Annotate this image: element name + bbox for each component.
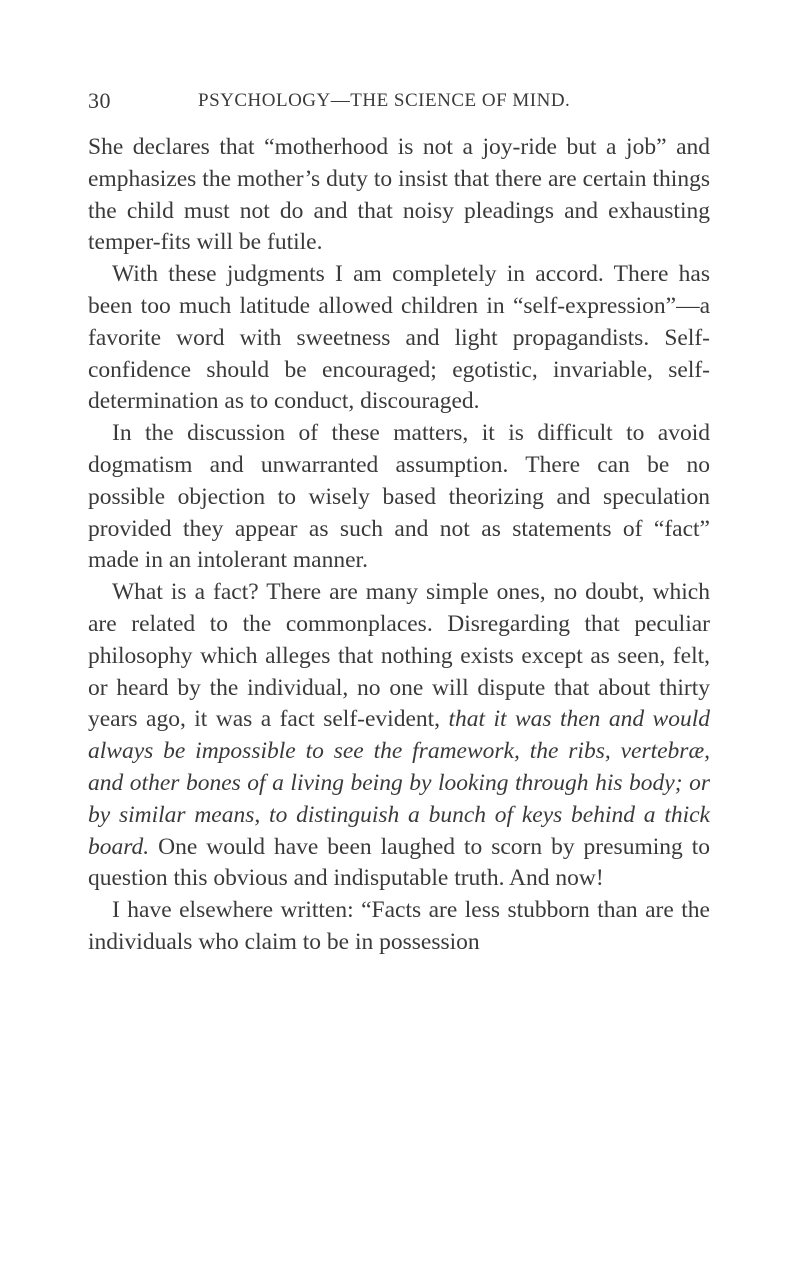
running-head [88,88,708,118]
body-text [88,132,710,959]
paragraph-1: She declares that “motherhood is not a joy-ride but a job” and emphasizes the mother’s duty to insist that there are certain things the child must not do and that noisy pleadings and exhausting temper-fits will be futile. [88,134,710,256]
paragraph-2: With these judgments I am completely in accord. There has been too much latitude allowed children in “self-expression”—a favorite word with sweetness and light propagandists. Self-confidence should be encouraged; egotistic, invariable, self-determination as to conduct, discouraged. [88,261,710,415]
paragraph-5: I have elsewhere written: “Facts are less stubborn than are the individuals who claim to be in possession [88,897,710,955]
paragraph-4-lead: What is a fact? There are many simple ones, no doubt, which are related to the commonplaces. Disregarding that peculiar philosophy which alleges that nothing exists except as seen, felt, or heard by the individual, no one will dispute that about thirty years ago, it was a fact self-evident, [88,579,710,733]
paragraph-4-tail: One would have been laughed to scorn by presuming to question this obvious and indisputable truth. And now! [88,833,710,892]
paragraph-4-italic: that it was then and would always be impossible to see the framework, the ribs, vertebræ, and other bones of a living being by looking through his body; or by similar means, to distinguish a bunch of keys behind a thick board. [88,706,710,860]
running-title: PSYCHOLOGY—THE SCIENCE OF MIND. [198,90,571,111]
paragraph-3: In the discussion of these matters, it is difficult to avoid dogmatism and unwarranted assumption. There can be no possible objection to wisely based theorizing and speculation provided they appear as such and not as statements of “fact” made in an intolerant manner. [88,420,710,574]
paragraph-4 [88,577,710,895]
page-number: 30 [88,88,111,113]
